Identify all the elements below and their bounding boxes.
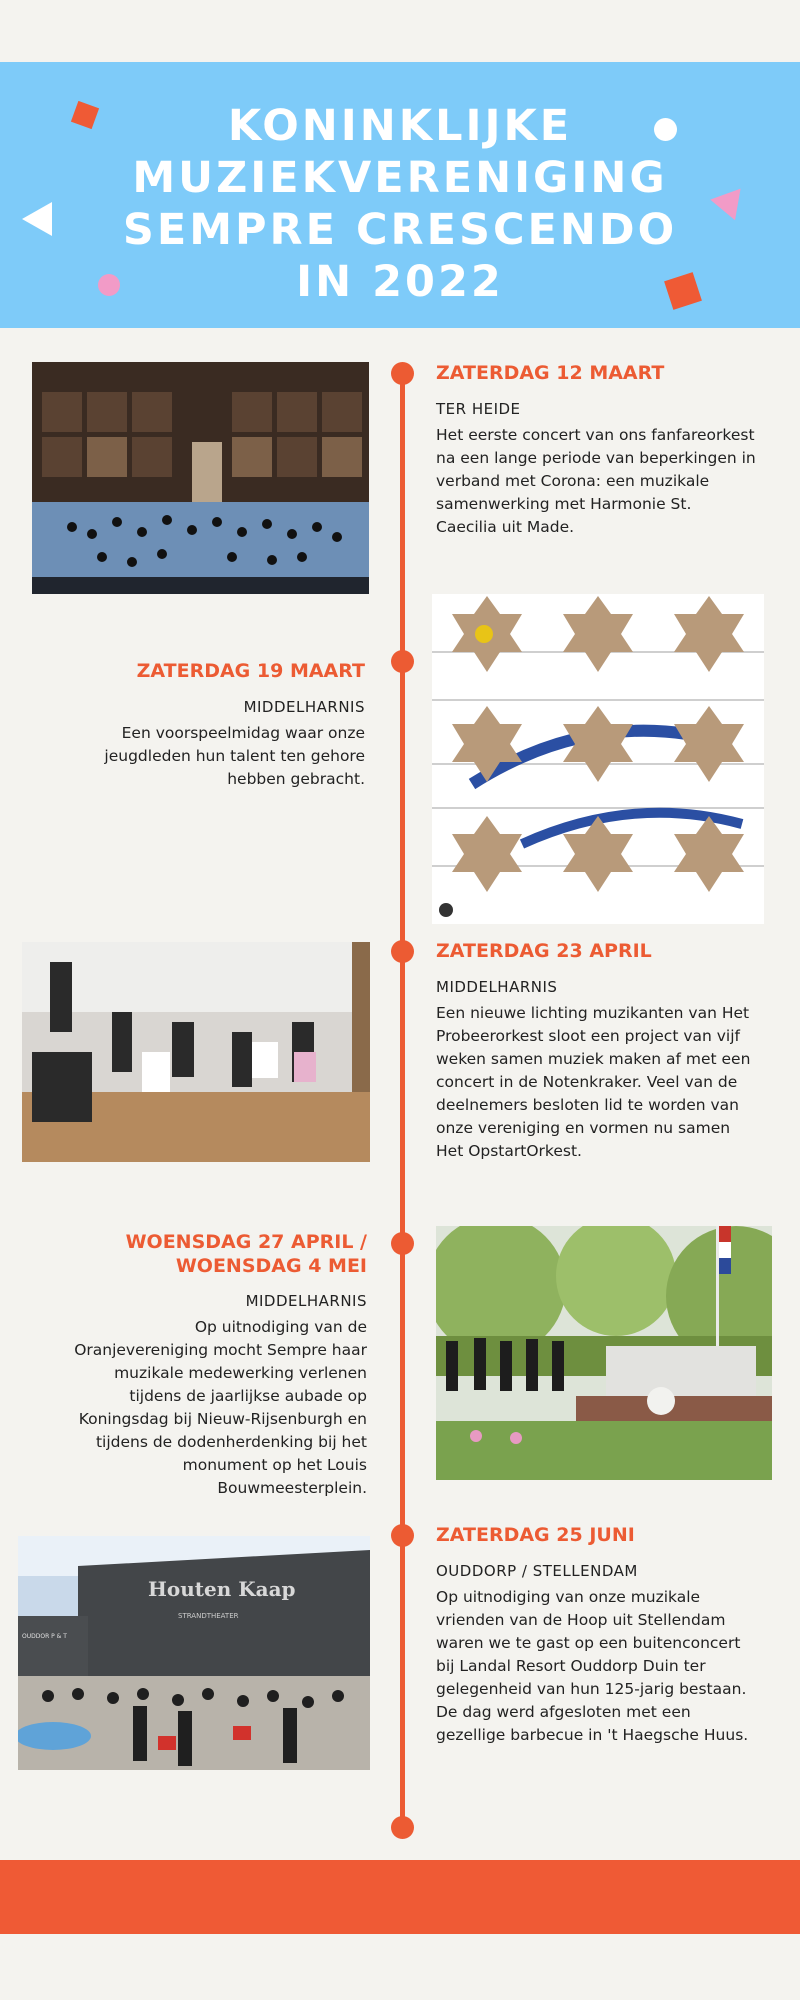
timeline-node [391, 1232, 414, 1255]
title-line: SEMPRE CRESCENDO [122, 205, 678, 255]
timeline-node [391, 1524, 414, 1547]
photo-youth-collage [432, 594, 764, 924]
photo-side-text: OUDDOR P & T [22, 1633, 67, 1640]
timeline-node [391, 650, 414, 673]
timeline-entry [436, 938, 756, 1163]
timeline-node [391, 1816, 414, 1839]
event-description: Op uitnodiging van de Oranjevereniging mocht Sempre haar muzikale medewerking verlenen tijdens de jaarlijkse aubade op Koningsdag bij Nieuw-Rijsenburgh en tijdens de dodenherdenking bij het monument op het Louis Bouwmeesterplein. [74, 1318, 367, 1497]
triangle-shape [707, 184, 740, 220]
event-description: Een voorspeelmidag waar onze jeugdleden hun talent ten gehore hebben gebracht. [104, 724, 365, 788]
event-title: ZATERDAG 23 APRIL [436, 940, 652, 962]
event-description: Een nieuwe lichting muzikanten van Het Probeerorkest sloot een project van vijf weken samen muziek maken af met een concert in de Notenkraker. Veel van de deelnemers besloten lid te worden van onze vereniging en vormen nu samen Het OpstartOrkest. [436, 1004, 751, 1160]
square-shape [71, 101, 99, 129]
event-title [70, 1230, 367, 1278]
event-title-line: WOENSDAG 4 MEI [175, 1255, 367, 1277]
photo-rehearsal [22, 942, 370, 1162]
triangle-shape [22, 202, 52, 236]
event-title: ZATERDAG 19 MAART [136, 660, 365, 682]
timeline-node [391, 362, 414, 385]
timeline-entry [70, 1230, 367, 1500]
event-location: MIDDELHARNIS [436, 978, 558, 996]
event-location: OUDDORP / STELLENDAM [436, 1562, 638, 1580]
header-banner [0, 62, 800, 328]
event-title-line: WOENSDAG 27 APRIL / [125, 1231, 367, 1253]
photo-sign-text: Houten Kaap [148, 1577, 296, 1601]
title-line: KONINKLIJKE [227, 101, 573, 151]
page-title [100, 100, 700, 308]
event-location: MIDDELHARNIS [245, 1292, 367, 1310]
title-line: IN 2022 [296, 257, 504, 307]
title-line: MUZIEKVERENIGING [132, 153, 668, 203]
event-title: ZATERDAG 12 MAART [436, 362, 665, 384]
photo-monument [436, 1226, 772, 1480]
timeline-entry [436, 360, 756, 539]
photo-outdoor-concert [18, 1536, 370, 1770]
timeline-entry [60, 658, 365, 791]
footer-band [0, 1860, 800, 1934]
event-location: TER HEIDE [436, 400, 521, 418]
timeline-line [400, 372, 405, 1828]
photo-subsign-text: STRANDTHEATER [178, 1612, 239, 1620]
timeline-entry [436, 1522, 756, 1747]
event-description: Op uitnodiging van onze muzikale vrienden van de Hoop uit Stellendam waren we te gast op een buitenconcert bij Landal Resort Ouddorp Duin ter gelegenheid van hun 125-jarig bestaan. De dag werd afgesloten met een gezellige barbecue in 't Haegsche Huus. [436, 1588, 749, 1744]
event-location: MIDDELHARNIS [243, 698, 365, 716]
event-title: ZATERDAG 25 JUNI [436, 1524, 635, 1546]
photo-concert-hall [32, 362, 369, 594]
timeline-node [391, 940, 414, 963]
event-description: Het eerste concert van ons fanfareorkest na een lange periode van beperkingen in verband met Corona: een muzikale samenwerking met Harmonie St. Caecilia uit Made. [436, 426, 756, 536]
